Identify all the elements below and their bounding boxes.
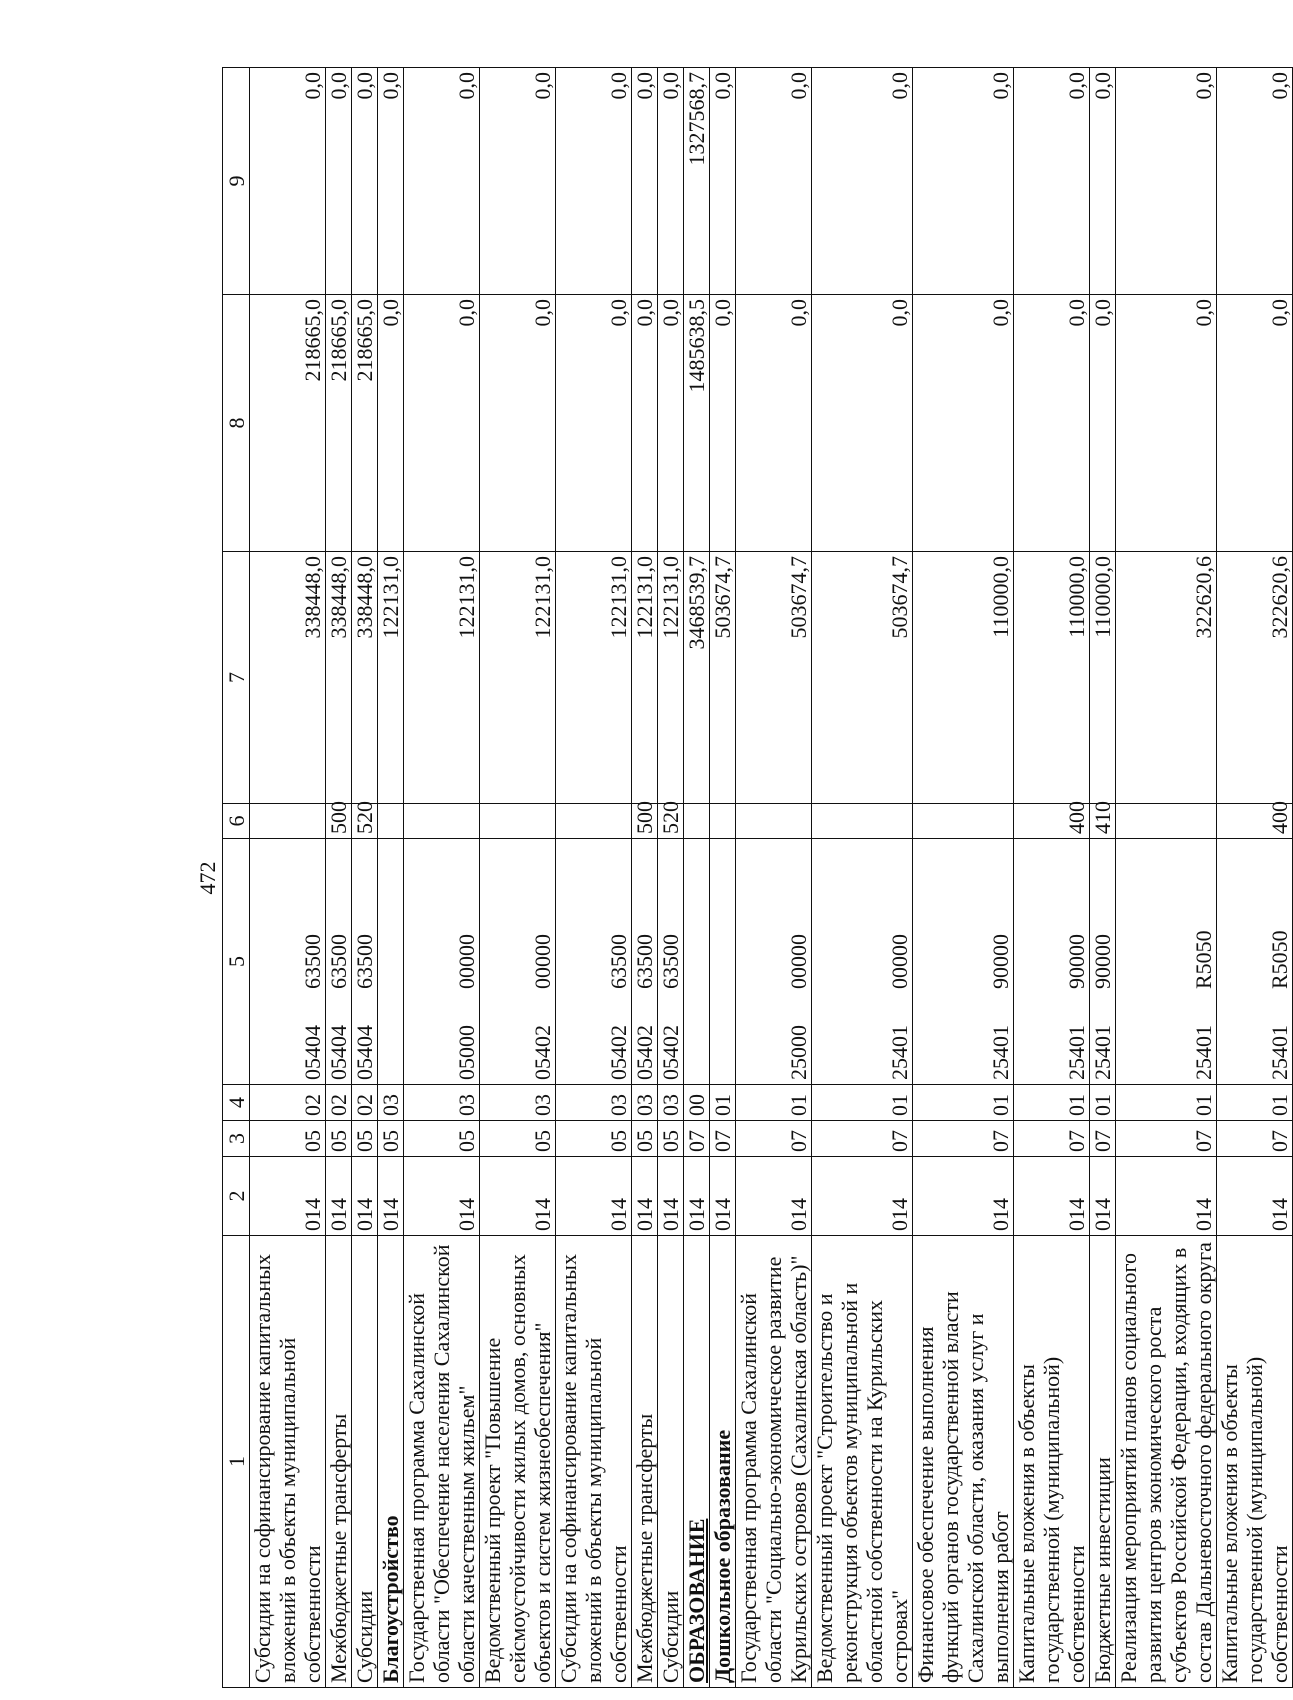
row-value-col7: 122131,0 [378,552,404,804]
row-vr-cell [736,804,812,839]
program-code-part1: 05402 [632,1025,657,1080]
row-pr-cell: 01 [1217,1085,1293,1121]
table-row [736,68,812,1688]
header-col-7: 7 [223,552,250,804]
row-program-cell [378,839,404,1085]
header-col-6: 6 [223,804,250,839]
row-program-cell [480,839,556,1085]
row-gr-cell: 014 [736,1157,812,1236]
row-vr-cell [913,804,1014,839]
row-name-cell [736,1236,812,1688]
row-gr-cell: 014 [1116,1157,1217,1236]
row-name-cell [632,1236,658,1688]
row-rz-cell: 05 [658,1121,684,1157]
row-pr-cell: 01 [736,1085,812,1121]
table-row [710,68,736,1688]
row-label: Субсидии [352,1590,377,1683]
row-label: Государственная программа Сахалинской области "Обеспечение населения Сахалинской области качественным жильем" [404,1244,479,1683]
row-value-col7: 122131,0 [480,552,556,804]
program-code-part1: 05402 [658,1025,683,1080]
row-vr-cell [710,804,736,839]
program-code-part2: 63500 [300,934,325,989]
row-name-cell [378,1236,404,1688]
row-label: Субсидии на софинансирование капитальных вложений в объекты муниципальной собственности [250,1254,325,1683]
program-code-part1: 05000 [454,1025,479,1080]
program-code-part1: 25401 [1267,1025,1292,1080]
row-value-col8: 0,0 [913,295,1014,552]
row-vr-cell [480,804,556,839]
row-value-col7: 122131,0 [632,552,658,804]
row-value-col8: 0,0 [632,295,658,552]
row-gr-cell: 014 [378,1157,404,1236]
row-rz-cell: 05 [556,1121,632,1157]
row-value-col7: 503674,7 [710,552,736,804]
header-col-9: 9 [223,68,250,295]
program-code-part2: 90000 [988,934,1013,989]
row-value-col8: 0,0 [736,295,812,552]
row-program-cell [1014,839,1090,1085]
row-program-cell [1116,839,1217,1085]
row-gr-cell: 014 [352,1157,378,1236]
row-rz-cell: 05 [378,1121,404,1157]
budget-table [222,67,1293,1688]
row-pr-cell: 03 [658,1085,684,1121]
row-gr-cell: 014 [480,1157,556,1236]
row-pr-cell: 01 [913,1085,1014,1121]
program-code-part2 [378,1044,403,1080]
program-code-part1: 25401 [988,1025,1013,1080]
header-col-5: 5 [223,839,250,1085]
table-row [1090,68,1116,1688]
table-row [1014,68,1090,1688]
row-pr-cell: 01 [1014,1085,1090,1121]
row-rz-cell: 07 [812,1121,913,1157]
row-rz-cell: 07 [1116,1121,1217,1157]
program-code-part1: 25401 [1191,1025,1216,1080]
row-value-col8: 0,0 [1014,295,1090,552]
row-pr-cell: 03 [480,1085,556,1121]
row-value-col8: 0,0 [710,295,736,552]
row-value-col9: 0,0 [1116,68,1217,295]
program-code-part2: 63500 [326,934,351,989]
row-gr-cell: 014 [1217,1157,1293,1236]
row-rz-cell: 07 [1014,1121,1090,1157]
row-value-col9: 0,0 [710,68,736,295]
row-value-col7: 322620,6 [1116,552,1217,804]
row-label: Капитальные вложения в объекты государственной (муниципальной) собственности [1217,1356,1292,1683]
row-vr-cell: 400 [1014,804,1090,839]
header-col-3: 3 [223,1121,250,1157]
row-value-col8: 0,0 [1217,295,1293,552]
program-code-part2: 00000 [786,934,811,989]
row-value-col9: 0,0 [736,68,812,295]
row-value-col9: 0,0 [632,68,658,295]
row-pr-cell: 03 [404,1085,480,1121]
program-code-part2: 63500 [658,934,683,989]
row-value-col7: 122131,0 [556,552,632,804]
row-value-col8: 0,0 [378,295,404,552]
row-value-col8: 218665,0 [250,295,326,552]
table-row [480,68,556,1688]
row-pr-cell: 03 [556,1085,632,1121]
row-vr-cell [378,804,404,839]
row-name-cell [1014,1236,1090,1688]
program-code-part2: R5050 [1267,930,1292,989]
row-vr-cell [812,804,913,839]
table-row [378,68,404,1688]
row-value-col8: 0,0 [556,295,632,552]
row-name-cell [1116,1236,1217,1688]
program-code-part1: 05404 [352,1025,377,1080]
row-value-col7: 3468539,7 [684,552,710,804]
row-value-col8: 0,0 [404,295,480,552]
row-value-col8: 0,0 [1116,295,1217,552]
row-value-col7: 110000,0 [1090,552,1116,804]
row-name-cell [812,1236,913,1688]
row-value-col9: 0,0 [556,68,632,295]
row-value-col8: 0,0 [1090,295,1116,552]
row-value-col7: 122131,0 [658,552,684,804]
row-rz-cell: 07 [1217,1121,1293,1157]
program-code-part1: 05404 [326,1025,351,1080]
row-gr-cell: 014 [1090,1157,1116,1236]
row-rz-cell: 05 [404,1121,480,1157]
table-row [632,68,658,1688]
row-value-col7: 338448,0 [352,552,378,804]
row-label: Благоустройство [378,1515,403,1683]
row-name-cell [352,1236,378,1688]
row-rz-cell: 05 [352,1121,378,1157]
program-code-part1: 05402 [606,1025,631,1080]
row-program-cell [352,839,378,1085]
row-gr-cell: 014 [556,1157,632,1236]
row-value-col7: 503674,7 [736,552,812,804]
row-name-cell [1090,1236,1116,1688]
program-code-part2: 63500 [352,934,377,989]
program-code-part2: 90000 [1064,934,1089,989]
row-value-col7: 322620,6 [1217,552,1293,804]
row-value-col9: 0,0 [404,68,480,295]
program-code-part1: 25401 [1090,1025,1115,1080]
row-label: Межбюджетные трансферты [632,1413,657,1683]
program-code-part2: 63500 [606,934,631,989]
row-vr-cell [404,804,480,839]
row-program-cell [404,839,480,1085]
row-label: Межбюджетные трансферты [326,1413,351,1683]
row-pr-cell: 00 [684,1085,710,1121]
row-rz-cell: 05 [480,1121,556,1157]
row-name-cell [250,1236,326,1688]
row-gr-cell: 014 [1014,1157,1090,1236]
row-vr-cell: 400 [1217,804,1293,839]
row-value-col9: 0,0 [913,68,1014,295]
row-name-cell [404,1236,480,1688]
row-value-col7: 503674,7 [812,552,913,804]
row-value-col9: 0,0 [1217,68,1293,295]
row-gr-cell: 014 [632,1157,658,1236]
row-label: Ведомственный проект "Повышение сейсмоустойчивости жилых домов, основных объектов и систем жизнеобеспечения" [480,1254,555,1683]
row-vr-cell [250,804,326,839]
program-code-part2: 00000 [530,934,555,989]
row-value-col9: 0,0 [1014,68,1090,295]
row-name-cell [913,1236,1014,1688]
table-row [250,68,326,1688]
table-row [812,68,913,1688]
table-row [684,68,710,1688]
row-label: Субсидии на софинансирование капитальных вложений в объекты муниципальной собственности [556,1254,631,1683]
table-row [1116,68,1217,1688]
program-code-part1: 05404 [300,1025,325,1080]
rotated-page [112,68,1292,1688]
row-value-col9: 0,0 [812,68,913,295]
row-pr-cell: 03 [378,1085,404,1121]
row-name-cell [1217,1236,1293,1688]
row-gr-cell: 014 [812,1157,913,1236]
program-code-part1: 25401 [1064,1025,1089,1080]
row-program-cell [326,839,352,1085]
row-rz-cell: 05 [632,1121,658,1157]
row-vr-cell: 500 [632,804,658,839]
row-rz-cell: 07 [913,1121,1014,1157]
row-program-cell [1090,839,1116,1085]
program-code-part2: 90000 [1090,934,1115,989]
program-code-part1: 25401 [887,1025,912,1080]
header-col-8: 8 [223,295,250,552]
row-value-col8: 218665,0 [352,295,378,552]
row-program-cell [250,839,326,1085]
row-value-col8: 218665,0 [326,295,352,552]
row-gr-cell: 014 [710,1157,736,1236]
row-program-cell [710,839,736,1085]
row-gr-cell: 014 [913,1157,1014,1236]
row-program-cell [736,839,812,1085]
row-gr-cell: 014 [404,1157,480,1236]
row-gr-cell: 014 [250,1157,326,1236]
row-value-col9: 0,0 [480,68,556,295]
row-rz-cell: 07 [736,1121,812,1157]
program-code-part2: 63500 [632,934,657,989]
row-rz-cell: 07 [1090,1121,1116,1157]
row-pr-cell: 02 [250,1085,326,1121]
program-code-part2 [684,1044,709,1080]
row-program-cell [1217,839,1293,1085]
row-value-col8: 1485638,5 [684,295,710,552]
row-label: Государственная программа Сахалинской области "Социально-экономическое развитие Курильских островов (Сахалинская область)" [736,1255,811,1683]
row-program-cell [632,839,658,1085]
row-label: ОБРАЗОВАНИЕ [684,1518,709,1683]
row-value-col7: 338448,0 [326,552,352,804]
row-gr-cell: 014 [658,1157,684,1236]
row-value-col9: 0,0 [378,68,404,295]
row-value-col8: 0,0 [812,295,913,552]
row-value-col9: 1327568,7 [684,68,710,295]
table-row [404,68,480,1688]
program-code-part2: 00000 [887,934,912,989]
row-value-col7: 110000,0 [913,552,1014,804]
row-name-cell [556,1236,632,1688]
table-row [658,68,684,1688]
program-code-part2 [710,1044,735,1080]
header-col-4: 4 [223,1085,250,1121]
row-value-col9: 0,0 [250,68,326,295]
row-rz-cell: 07 [684,1121,710,1157]
row-vr-cell: 520 [658,804,684,839]
row-label: Ведомственный проект "Строительство и реконструкция объектов муниципальной и областной собственности на Курильских островах" [812,1282,912,1683]
row-vr-cell [684,804,710,839]
header-col-1: 1 [223,1236,250,1688]
program-code-part2: R5050 [1191,930,1216,989]
row-pr-cell: 03 [632,1085,658,1121]
row-pr-cell: 01 [1116,1085,1217,1121]
row-label: Дошкольное образование [710,1429,735,1683]
row-pr-cell: 01 [1090,1085,1116,1121]
row-value-col8: 0,0 [658,295,684,552]
row-value-col9: 0,0 [658,68,684,295]
header-col-2: 2 [223,1157,250,1236]
row-value-col7: 122131,0 [404,552,480,804]
row-label: Бюджетные инвестиции [1090,1457,1115,1683]
row-rz-cell: 05 [326,1121,352,1157]
row-gr-cell: 014 [684,1157,710,1236]
row-vr-cell [556,804,632,839]
row-pr-cell: 02 [352,1085,378,1121]
row-name-cell [658,1236,684,1688]
table-body [250,68,1293,1688]
row-name-cell [480,1236,556,1688]
row-name-cell [326,1236,352,1688]
row-vr-cell: 410 [1090,804,1116,839]
program-code-part2: 00000 [454,934,479,989]
table-row [556,68,632,1688]
row-value-col9: 0,0 [326,68,352,295]
row-value-col7: 110000,0 [1014,552,1090,804]
row-program-cell [556,839,632,1085]
table-header-row [223,68,250,1688]
row-program-cell [684,839,710,1085]
row-rz-cell: 07 [710,1121,736,1157]
row-gr-cell: 014 [326,1157,352,1236]
row-vr-cell: 500 [326,804,352,839]
row-pr-cell: 01 [812,1085,913,1121]
row-label: Финансовое обеспечение выполнения функций органов государственной власти Сахалинской области, оказания услуг и выполнения работ [913,1291,1013,1683]
page-number: 472 [195,861,220,895]
row-vr-cell [1116,804,1217,839]
row-value-col7: 338448,0 [250,552,326,804]
row-value-col9: 0,0 [352,68,378,295]
row-vr-cell: 520 [352,804,378,839]
row-name-cell [710,1236,736,1688]
table-row [352,68,378,1688]
row-label: Субсидии [658,1590,683,1683]
program-code-part1: 25000 [786,1025,811,1080]
row-pr-cell: 02 [326,1085,352,1121]
row-label: Капитальные вложения в объекты государственной (муниципальной) собственности [1014,1356,1089,1683]
table-row [326,68,352,1688]
table-row [1217,68,1293,1688]
row-program-cell [913,839,1014,1085]
program-code-part1: 05402 [530,1025,555,1080]
row-label: Реализация мероприятий планов социального развития центров экономического роста субъектов Российской Федерации, входящих в состав Дальневосточного федерального округа [1116,1242,1216,1683]
row-name-cell [684,1236,710,1688]
row-rz-cell: 05 [250,1121,326,1157]
row-program-cell [812,839,913,1085]
table-row [913,68,1014,1688]
row-value-col9: 0,0 [1090,68,1116,295]
row-program-cell [658,839,684,1085]
row-value-col8: 0,0 [480,295,556,552]
row-pr-cell: 01 [710,1085,736,1121]
